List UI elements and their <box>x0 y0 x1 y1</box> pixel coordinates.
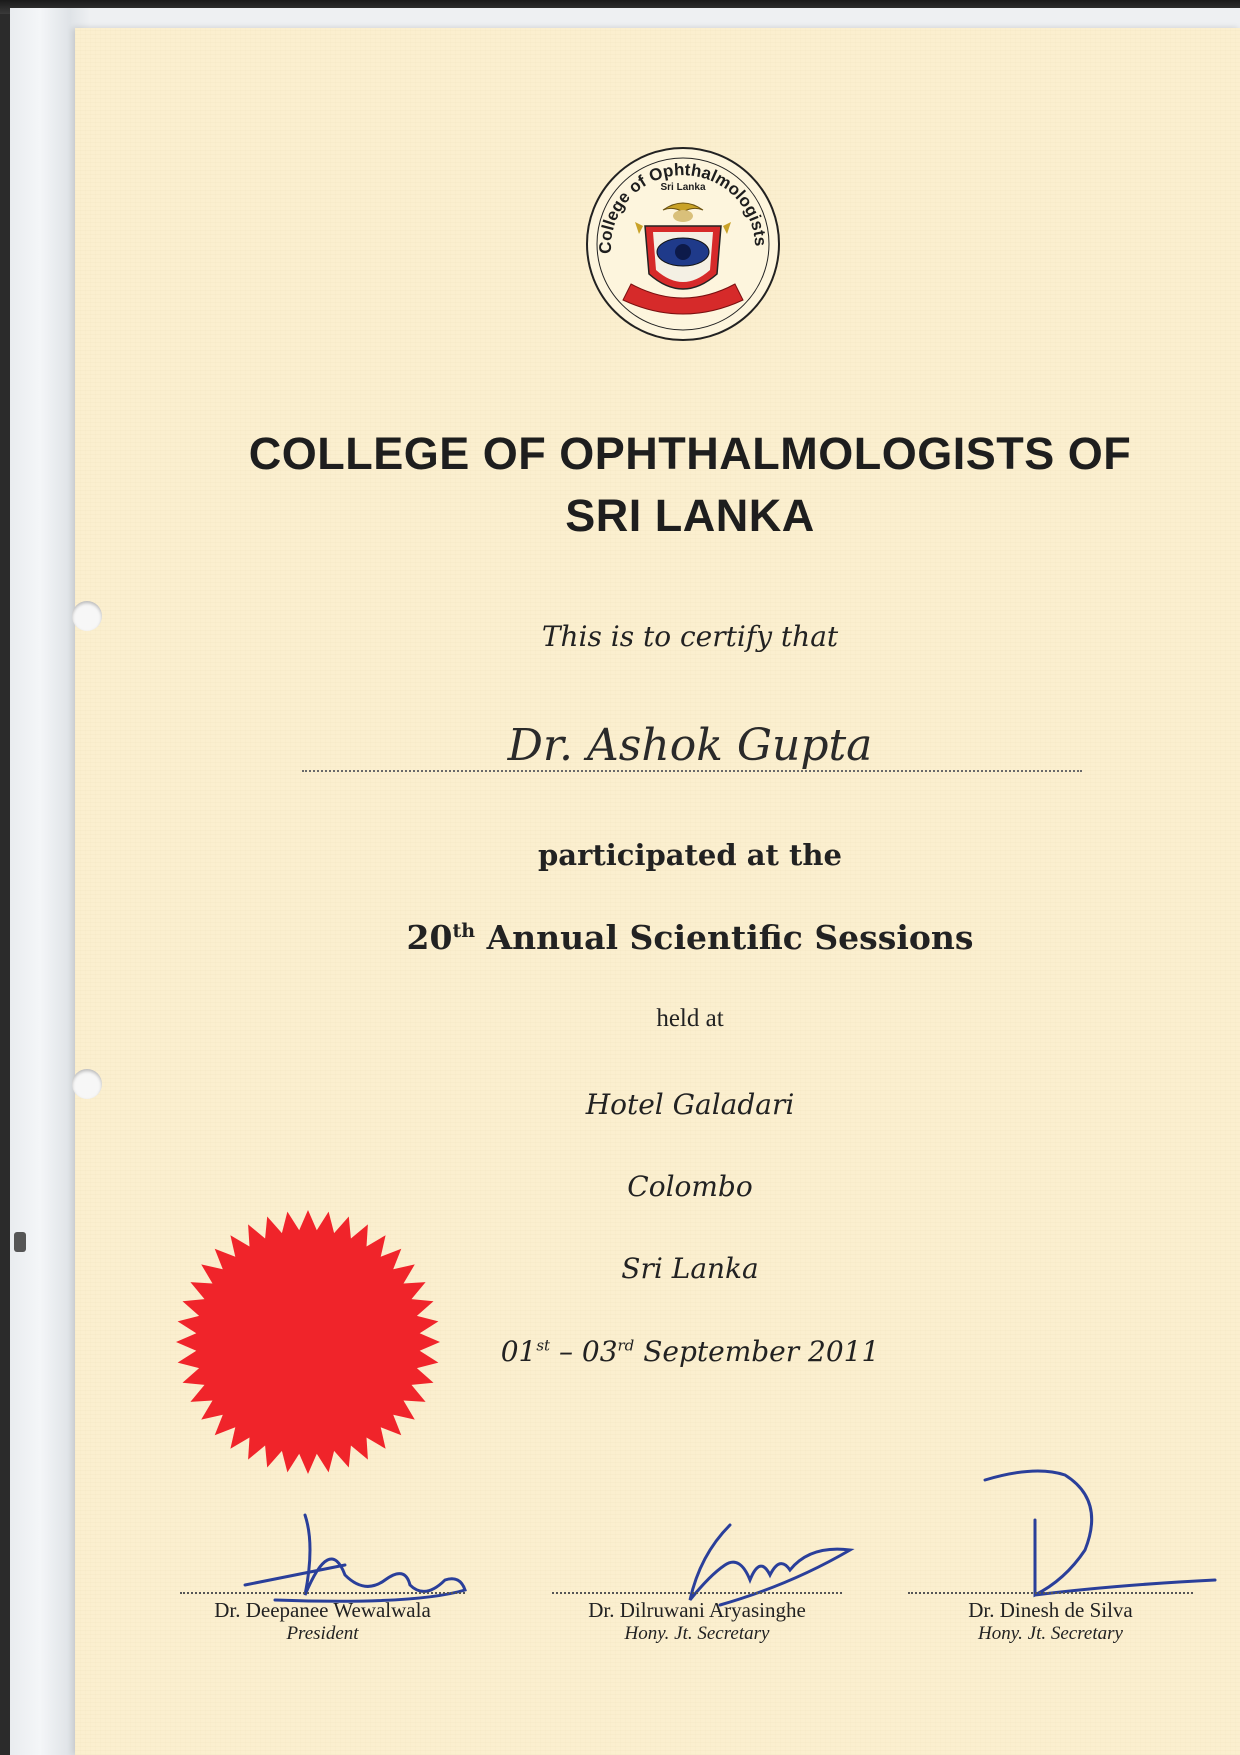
punch-hole-top <box>72 601 102 631</box>
recipient-name: Dr. Ashok Gupta <box>507 720 873 771</box>
date-month-year: September 2011 <box>643 1335 880 1368</box>
signature-line <box>908 1592 1193 1594</box>
signature-secretary-2 <box>975 1460 1225 1610</box>
crest-sub-text: Sri Lanka <box>660 182 706 193</box>
event-title <box>180 918 1200 957</box>
event-ordinal-suffix: th <box>452 920 476 942</box>
city-text: Colombo <box>627 1170 753 1203</box>
signature-line <box>552 1592 842 1594</box>
heading-line-1: COLLEGE OF OPHTHALMOLOGISTS OF <box>248 428 1132 479</box>
signatory-secretary-2 <box>908 1592 1193 1645</box>
participated-text: participated at the <box>538 838 842 872</box>
country-text: Sri Lanka <box>621 1252 759 1285</box>
red-seal <box>173 1207 443 1477</box>
date-end: 03 <box>581 1335 618 1368</box>
date-separator: – <box>558 1335 573 1368</box>
signatory-title: Hony. Jt. Secretary <box>978 1623 1123 1644</box>
signatory-secretary-1 <box>552 1592 842 1645</box>
signatory-president <box>180 1592 465 1645</box>
binder-clip <box>14 1232 26 1252</box>
date-start: 01 <box>500 1335 537 1368</box>
signatory-title: Hony. Jt. Secretary <box>624 1623 770 1644</box>
college-crest-logo <box>583 144 783 344</box>
punch-hole-bottom <box>72 1069 102 1099</box>
crest-ring-text: College of Ophthalmologists <box>595 159 771 254</box>
signatory-title: President <box>286 1623 359 1644</box>
signatory-name: Dr. Dinesh de Silva <box>968 1598 1133 1622</box>
signatory-name: Dr. Dilruwani Aryasinghe <box>588 1598 806 1622</box>
held-at-text: held at <box>656 1005 724 1032</box>
event-name: Annual Scientific Sessions <box>486 918 974 957</box>
recipient-dotted-line <box>302 770 1082 772</box>
venue-text: Hotel Galadari <box>585 1088 795 1121</box>
date-start-suffix: st <box>536 1336 551 1355</box>
heading-line-2: SRI LANKA <box>565 490 815 541</box>
signature-line <box>180 1592 465 1594</box>
signatory-name: Dr. Deepanee Wewalwala <box>214 1598 431 1622</box>
event-ordinal: 20 <box>406 918 453 957</box>
certify-statement: This is to certify that <box>541 620 839 653</box>
date-end-suffix: rd <box>617 1336 635 1355</box>
